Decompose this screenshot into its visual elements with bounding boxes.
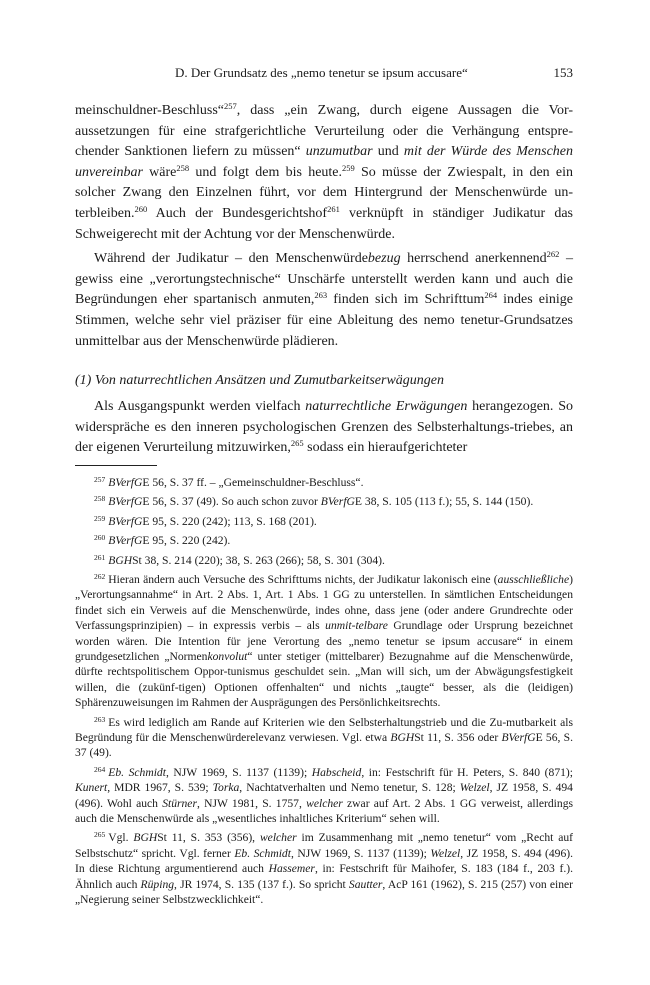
emphasis: BVerfG <box>108 514 143 528</box>
emphasis: Habscheid <box>311 765 362 779</box>
footnote-number: 265 <box>94 830 106 840</box>
text-run: , NJW 1969, S. 1137 (1139); <box>165 765 312 779</box>
emphasis: Eb. Schmidt <box>234 846 291 860</box>
footnote-number: 264 <box>94 764 106 774</box>
paragraph-3 <box>75 397 573 459</box>
text-run: , NJW 1981, S. 1757, <box>196 796 307 810</box>
text-run: herrschend anerkennend <box>400 251 547 267</box>
text-run: sodass ein hieraufgerichteter <box>303 440 468 456</box>
emphasis: naturrechtliche Erwägungen <box>305 399 468 415</box>
footnote-number: 257 <box>94 474 106 484</box>
emphasis: BVerfG <box>108 475 143 489</box>
footnote-258 <box>75 494 573 509</box>
text-run: Während der Judikatur – den Menschenwürde <box>94 251 368 267</box>
text-run: finden sich im Schrifttum <box>327 292 485 308</box>
footnote-260 <box>75 533 573 548</box>
emphasis: BVerfG <box>108 534 143 548</box>
emphasis: Kunert <box>75 781 108 795</box>
footnote-number: 258 <box>94 494 106 504</box>
running-title: D. Der Grundsatz des „nemo tenetur se ipsum accusare“ <box>175 65 468 80</box>
footnote-257 <box>75 475 573 490</box>
emphasis: BGH <box>390 731 415 744</box>
text-run: E 95, S. 220 (242); 113, S. 168 (201). <box>142 514 317 528</box>
text-run: , in: Festschrift für Maihofer, S. 183 (184 f., 203 f.). Ähnlich auch <box>75 862 573 891</box>
paragraph-2 <box>75 249 573 352</box>
footnote-264 <box>75 765 573 827</box>
text-run: So müsse der Zwiespalt, in den ein solcher Zwang den Einzelnen führt, vor dem Hintergrund der Menschenwürde un-terbleiben. <box>75 164 574 221</box>
emphasis: bezug <box>367 251 401 267</box>
text-run: , MDR 1967, S. 539; <box>107 781 213 795</box>
footnote-ref: 257 <box>224 101 237 111</box>
emphasis: Eb. Schmidt <box>108 765 166 779</box>
footnote-ref: 262 <box>546 249 560 260</box>
emphasis: Welzel <box>459 781 490 795</box>
text-run: E 56, S. 37 ff. – „Gemeinschuldner-Beschluss“. <box>142 475 364 489</box>
emphasis: BVerfG <box>108 495 143 509</box>
text-run: , NJW 1969, S. 1137 (1139); <box>290 846 431 860</box>
text-run: Auch der Bundesgerichtshof <box>147 205 328 221</box>
footnote-261 <box>75 553 573 568</box>
footnote-number: 259 <box>94 513 106 523</box>
text-run: und folgt dem bis heute. <box>189 164 343 180</box>
text-run: , in: Festschrift für H. Peters, S. 840 (871); <box>361 765 573 779</box>
emphasis: Hassemer <box>268 862 315 876</box>
emphasis: Stürner <box>162 796 197 810</box>
text-run: wäre <box>142 164 177 180</box>
emphasis: unzumutbar <box>305 144 373 160</box>
emphasis: welcher <box>306 796 343 810</box>
footnote-ref: 263 <box>314 290 328 301</box>
text-run: Es wird lediglich am Rande auf Kriterien wie den Selbsterhaltungstrieb und die Zu-mutbarkeit als Begründung für die Menschenwürderelevanz verwiesen. Vgl. etwa <box>75 715 573 744</box>
text-run: St 38, S. 214 (220); 38, S. 263 (266); 58, S. 301 (304). <box>132 553 385 567</box>
footnote-number: 260 <box>94 533 106 543</box>
text-run: E 38, S. 105 (113 f.); 55, S. 144 (150). <box>354 495 534 509</box>
text-run: , AcP 161 (1962), S. 215 (257) von einer „Negierung seiner Selbstzwecklichkeit“. <box>75 877 574 907</box>
text-run: meinschuldner-Beschluss“ <box>75 103 225 118</box>
text-run: und <box>372 144 404 160</box>
text-run: Als Ausgangspunkt werden vielfach <box>94 399 306 415</box>
page-body <box>75 101 573 911</box>
text-run: – gewiss eine „verortungstechnische“ Unschärfe unterstellt werden kann und auch die Begründungen eher spartanisch anmuten, <box>75 251 573 308</box>
footnote-259 <box>75 514 573 529</box>
text-run: indes einige Stimmen, welche sehr viel präziser für eine Ableitung des nemo tenetur-Grundsatzes unmittelbar aus der Menschenwürde plädieren. <box>75 292 573 349</box>
footnote-number: 263 <box>94 714 106 724</box>
emphasis: Sautter <box>348 877 383 891</box>
text-run: ) „Verortungsannahme“ in Art. 2 Abs. 1, Art. 1 Abs. 1 GG zu unterstellen. In sämtlichen Entscheidungen findet sich ein Verweis auf die Menschenwürde, indes ohne, dass jene (oder andere Grundrechte oder Verfassungsprinzipien) – in expressis verbis – als <box>75 572 573 633</box>
text-run: St 11, S. 356 oder <box>414 731 502 744</box>
footnote-ref: 259 <box>342 162 355 173</box>
footnotes <box>75 475 573 908</box>
footnote-265 <box>75 830 573 907</box>
text-run: St 11, S. 353 (356), <box>157 831 260 845</box>
emphasis: konvolut <box>207 649 248 663</box>
footnote-ref: 264 <box>484 290 498 301</box>
text-run: E 95, S. 220 (242). <box>142 534 231 548</box>
emphasis: unmit-telbare <box>325 619 388 633</box>
text-run: E 56, S. 37 (49). <box>75 731 574 760</box>
text-run: im Zusammenhang mit „nemo tenetur“ vom „Recht auf Selbstschutz“ spricht. Vgl. ferner <box>75 831 574 860</box>
text-run: E 56, S. 37 (49). So auch schon zuvor <box>142 495 321 509</box>
emphasis: BVerfG <box>501 731 536 744</box>
emphasis: BGH <box>108 553 133 567</box>
text-run: , JZ 1958, S. 494 (496). In diese Richtung argumentierend auch <box>75 846 574 876</box>
footnote-number: 261 <box>94 552 106 562</box>
text-run: Grundlage oder Ursprung bezeichnet worden wären. Die Intention für jene Verortung des „nemo tenetur se ipsum accusare“ in einem grundgesetzlichen „Normen <box>75 619 574 663</box>
section-heading: (1) Von naturrechtlichen Ansätzen und Zumutbarkeitserwägungen <box>75 373 445 389</box>
page-number: 153 <box>553 65 573 80</box>
text-run: Vgl. <box>108 831 134 845</box>
paragraph-1 <box>75 101 573 245</box>
emphasis: BGH <box>133 831 158 845</box>
emphasis: ausschließliche <box>497 572 570 586</box>
footnote-ref: 265 <box>290 438 304 449</box>
footnote-divider <box>75 465 157 466</box>
emphasis: mit der Würde des Menschen unvereinbar <box>75 144 573 180</box>
text-run: verknüpft in ständiger Judikatur das Schweigerecht mit der Achtung vor der Menschenwürde. <box>75 205 573 242</box>
emphasis: welcher <box>259 831 297 845</box>
footnote-262 <box>75 572 573 711</box>
footnote-number: 262 <box>94 571 106 581</box>
footnote-ref: 260 <box>134 203 148 214</box>
footnote-ref: 261 <box>327 203 340 214</box>
text-run: herangezogen. So widerspräche es den inneren psychologischen Grenzen des Selbsterhaltungs-triebes, an der eigenen Verurteilung mitzuwirken, <box>75 399 573 456</box>
emphasis: BVerfG <box>320 495 355 509</box>
emphasis: Rüping <box>140 877 175 891</box>
emphasis: Welzel <box>430 846 461 860</box>
text-run: , JR 1974, S. 135 (137 f.). So spricht <box>174 877 349 891</box>
text-run: , JZ 1958, S. 494 (496). Wohl auch <box>75 781 573 810</box>
text-run: , Nachtatverhalten und Nemo tenetur, S. 128; <box>239 781 460 795</box>
text-run: Hieran ändern auch Versuche des Schrifttums nichts, der Judikatur lakonisch eine ( <box>108 572 498 586</box>
footnote-263 <box>75 715 573 761</box>
text-run: “ unter stetiger (mittelbarer) Bezugnahme auf die Menschenwürde, dürfte rechtspolitischem Oppor-tunismus geschuldet sein. „Man will sich, um der Abwägungsfestigkeit willen, die (zukünf-tigen) Optionen offenhalten“ und nichts „taugte“ besser, als die (leidigen) Sphärenzuweisungen im Rahmen der Ausprägungen des Persönlichkeitsrechts. <box>75 649 573 710</box>
emphasis: Torka <box>212 781 240 795</box>
footnote-ref: 258 <box>176 162 190 173</box>
text-run: , dass „ein Zwang, durch eigene Aussagen die Vor-aussetzungen für eine strafgerichtliche Verurteilung oder die Verhängung entspre-chender Sanktionen liefern zu müssen“ <box>75 103 573 160</box>
text-run: zwar auf Art. 2 Abs. 1 GG verweist, allerdings auch die Menschenwürde als „wesentliches inhaltliches Kriterium“ sehen will. <box>75 796 573 826</box>
